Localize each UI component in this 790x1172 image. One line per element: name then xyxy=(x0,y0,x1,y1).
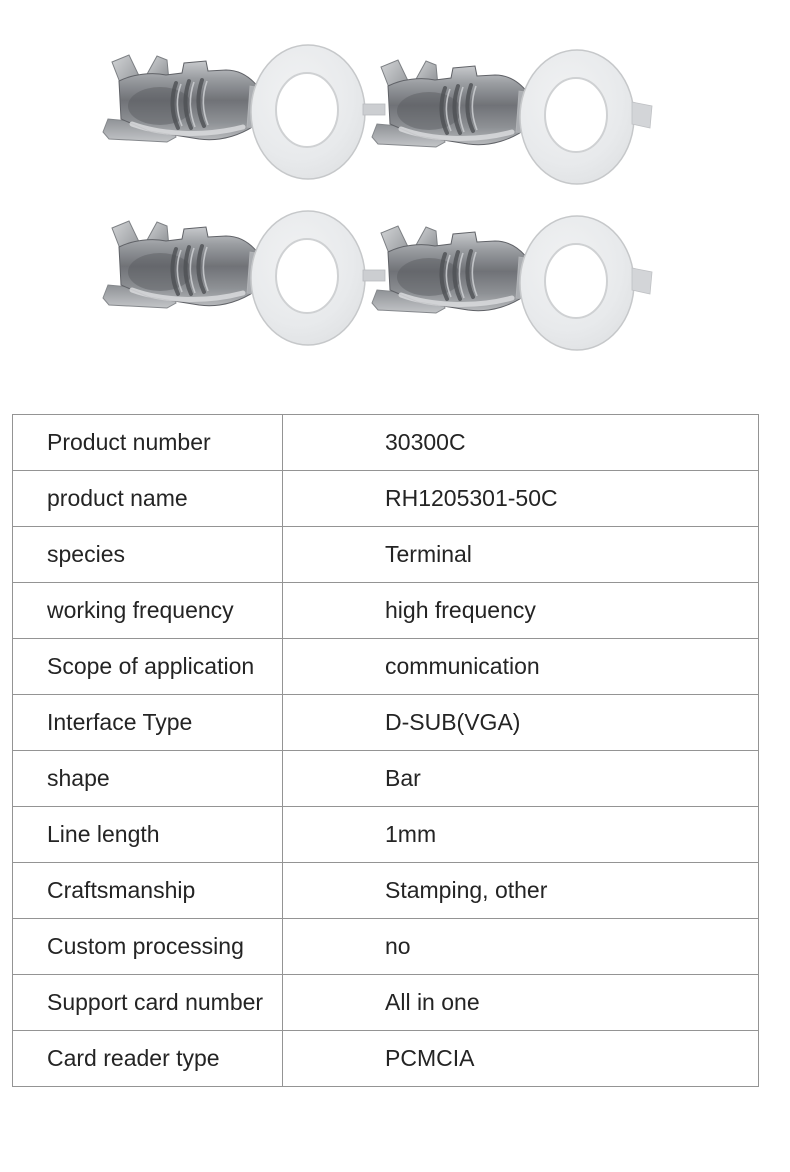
spec-row xyxy=(13,807,759,863)
spec-label: species xyxy=(13,527,283,583)
spec-value: Bar xyxy=(283,751,759,807)
spec-row xyxy=(13,583,759,639)
spec-value: no xyxy=(283,919,759,975)
spec-label: Line length xyxy=(13,807,283,863)
spec-row xyxy=(13,639,759,695)
spec-value: communication xyxy=(283,639,759,695)
ring-terminal-strip-photo-2 xyxy=(103,211,652,350)
spec-label: Product number xyxy=(13,415,283,471)
spec-value: D-SUB(VGA) xyxy=(283,695,759,751)
spec-row xyxy=(13,471,759,527)
spec-label: product name xyxy=(13,471,283,527)
product-gallery xyxy=(0,0,790,394)
spec-table xyxy=(12,414,759,1087)
spec-value: high frequency xyxy=(283,583,759,639)
spec-value: 1mm xyxy=(283,807,759,863)
spec-row xyxy=(13,751,759,807)
spec-row xyxy=(13,527,759,583)
spec-label: Craftsmanship xyxy=(13,863,283,919)
spec-label: Custom processing xyxy=(13,919,283,975)
spec-value: 30300C xyxy=(283,415,759,471)
spec-row xyxy=(13,695,759,751)
spec-label: Card reader type xyxy=(13,1031,283,1087)
spec-value: Stamping, other xyxy=(283,863,759,919)
spec-value: Terminal xyxy=(283,527,759,583)
spec-row xyxy=(13,975,759,1031)
product-photos xyxy=(0,0,790,394)
ring-terminal-strip-photo-1 xyxy=(103,45,652,184)
spec-label: Interface Type xyxy=(13,695,283,751)
spec-value: All in one xyxy=(283,975,759,1031)
spec-value: RH1205301-50C xyxy=(283,471,759,527)
spec-label: Support card number xyxy=(13,975,283,1031)
spec-label: shape xyxy=(13,751,283,807)
spec-row xyxy=(13,415,759,471)
spec-label: working frequency xyxy=(13,583,283,639)
spec-row xyxy=(13,919,759,975)
spec-label: Scope of application xyxy=(13,639,283,695)
spec-row xyxy=(13,863,759,919)
spec-value: PCMCIA xyxy=(283,1031,759,1087)
spec-row xyxy=(13,1031,759,1087)
